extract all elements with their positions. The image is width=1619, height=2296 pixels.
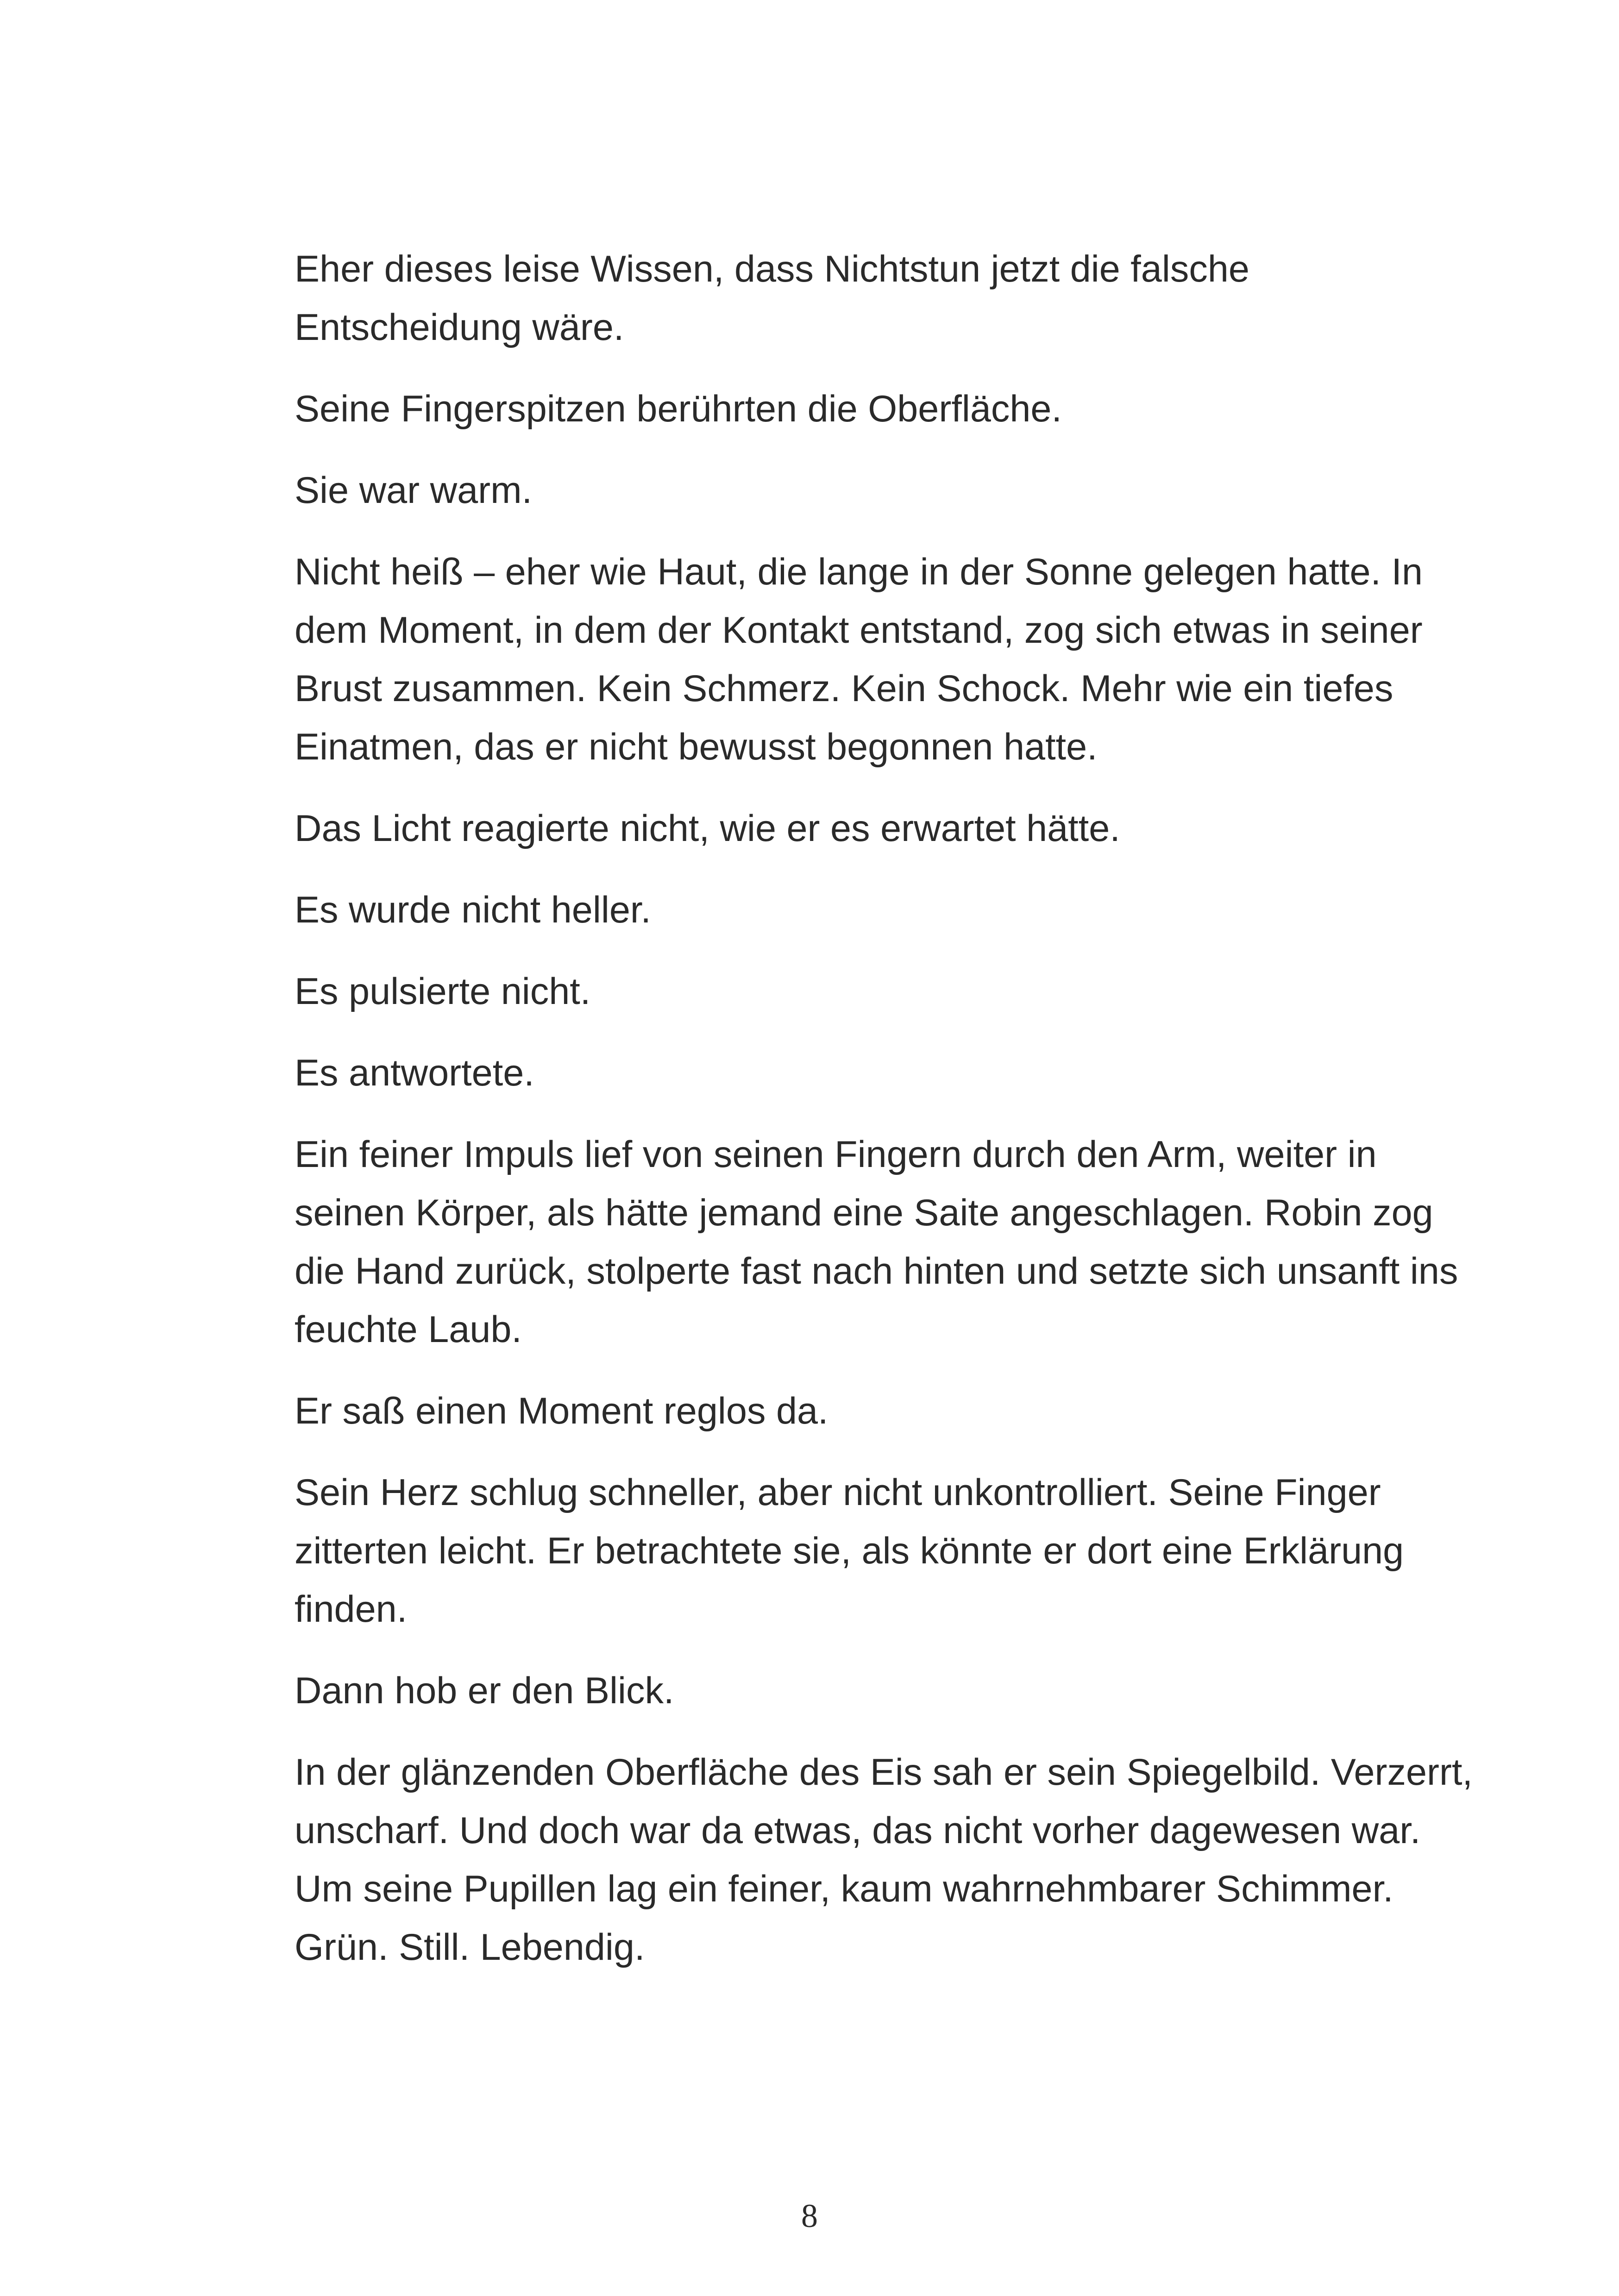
body-text (295, 240, 1480, 2000)
paragraph: Es wurde nicht heller. (295, 889, 651, 931)
paragraph: Eher dieses leise Wissen, dass Nichtstun jetzt die falsche Entscheidung wäre. (295, 248, 1249, 348)
paragraph: Ein feiner Impuls lief von seinen Fingern durch den Arm, weiter in seinen Körper, als hätte jemand eine Saite angeschlagen. Robin zog die Hand zurück, stolperte fast nach hinten und setzte sich unsanft ins feuchte Laub. (295, 1134, 1458, 1350)
paragraph: Sein Herz schlug schneller, aber nicht unkontrolliert. Seine Finger zitterten leicht. Er betrachtete sie, als könnte er dort eine Erklärung finden. (295, 1472, 1404, 1630)
paragraph: Dann hob er den Blick. (295, 1670, 674, 1712)
paragraph: Er saß einen Moment reglos da. (295, 1390, 828, 1432)
paragraph: Es antwortete. (295, 1052, 534, 1094)
paragraph: Es pulsierte nicht. (295, 971, 591, 1012)
page-number: 8 (801, 2197, 818, 2234)
paragraph: Das Licht reagierte nicht, wie er es erwartet hätte. (295, 808, 1120, 849)
paragraph: Sie war warm. (295, 470, 533, 511)
paragraph: Nicht heiß – eher wie Haut, die lange in der Sonne gelegen hatte. In dem Moment, in dem der Kontakt entstand, zog sich etwas in seiner Brust zusammen. Kein Schmerz. Kein Schock. Mehr wie ein tiefes Einatmen, das er nicht bewusst begonnen hatte. (295, 551, 1423, 768)
paragraph: In der glänzenden Oberfläche des Eis sah er sein Spiegelbild. Verzerrt, unscharf. Und doch war da etwas, das nicht vorher dagewesen war. Um seine Pupillen lag ein feiner, kaum wahrnehmbarer Schimmer. Grün. Still. Lebendig. (295, 1751, 1473, 1968)
paragraph: Seine Fingerspitzen berührten die Oberfläche. (295, 388, 1062, 430)
